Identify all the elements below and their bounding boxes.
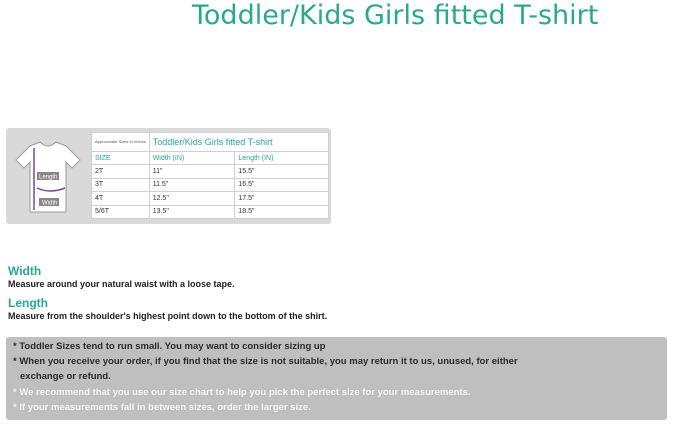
note-line: * We recommend that you use our size chart to help you pick the perfect size for your measurements. (13, 387, 471, 398)
note-line: exchange or refund. (20, 371, 111, 382)
length-description: Measure from the shoulder's highest point down to the bottom of the shirt. (8, 311, 328, 321)
note-line: * When you receive your order, if you find that the size is not suitable, you may return it to us, unused, for either (13, 356, 518, 367)
size-cell: 2T (92, 165, 150, 178)
sizing-notes-box (6, 337, 667, 420)
size-table-note: Approximate Sizes In Inches (92, 133, 150, 152)
width-cell: 11.5" (149, 178, 235, 191)
width-description: Measure around your natural waist with a loose tape. (8, 279, 235, 289)
length-cell: 15.5" (235, 165, 329, 178)
width-cell: 13.5" (149, 205, 235, 218)
length-cell: 18.5" (235, 205, 329, 218)
table-row (92, 192, 329, 205)
size-cell: 3T (92, 178, 150, 191)
size-cell: 5/6T (92, 205, 150, 218)
tshirt-diagram (10, 138, 86, 218)
length-cell: 16.5" (235, 178, 329, 191)
size-cell: 4T (92, 192, 150, 205)
column-header-size: SIZE (92, 151, 150, 164)
length-figure-label: Length (39, 174, 58, 181)
width-figure-label: Width (42, 200, 58, 207)
table-row (92, 205, 329, 218)
note-line: * Toddler Sizes tend to run small. You may want to consider sizing up (13, 341, 326, 352)
length-heading: Length (8, 296, 48, 310)
length-cell: 17.5" (235, 192, 329, 205)
width-cell: 11" (149, 165, 235, 178)
size-table-title: Toddler/Kids Girls fitted T-shirt (149, 133, 328, 152)
size-table (91, 132, 329, 219)
note-line: * If your measurements fall in between sizes, order the larger size. (13, 402, 311, 413)
size-chart-card (6, 128, 331, 224)
column-header-length: Length (IN) (235, 151, 329, 164)
column-header-width: Width (IN) (149, 151, 235, 164)
width-heading: Width (8, 264, 42, 278)
page-title: Toddler/Kids Girls fitted T-shirt (192, 0, 599, 31)
table-row (92, 178, 329, 191)
width-cell: 12.5" (149, 192, 235, 205)
table-row (92, 165, 329, 178)
